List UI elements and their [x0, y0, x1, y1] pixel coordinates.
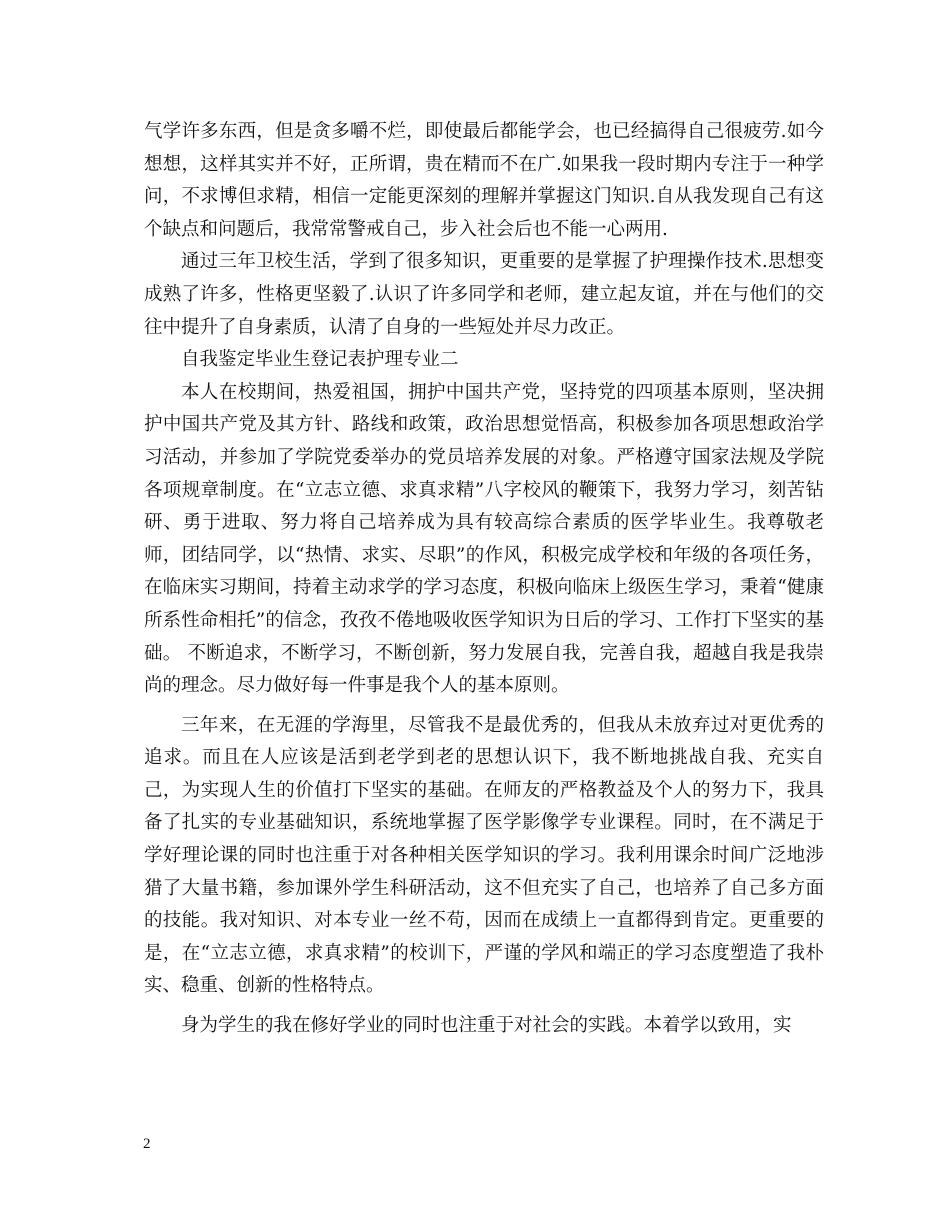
section-heading: 自我鉴定毕业生登记表护理专业二 [181, 349, 459, 371]
paragraph-continued: 气学许多东西，但是贪多嚼不烂，即使最后都能学会，也已经搞得自己很疲劳.如今想想，这样其实并不好，正所谓，贵在精而不在广.如果我一段时期内专注于一种学问，不求博但求精，相信一定能更深刻的理解并掌握这门知识.自从我发现自己有这个缺点和问题后，我常常警戒自己，步入社会后也不能一心两用. [144, 121, 824, 240]
paragraph-school-life: 通过三年卫校生活，学到了很多知识，更重要的是掌握了护理操作技术.思想变成熟了许多，性格更坚毅了.认识了许多同学和老师，建立起友谊，并在与他们的交往中提升了自身素质，认清了自身的一些短处并尽力改正。 [144, 251, 824, 338]
page-number: 2 [143, 1136, 151, 1152]
paragraph-political-study: 本人在校期间，热爱祖国，拥护中国共产党，坚持党的四项基本原则，坚决拥护中国共产党及其方针、路线和政策，政治思想觉悟高，积极参加各项思想政治学习活动，并参加了学院党委举办的党员培养发展的对象。严格遵守国家法规及学院各项规章制度。在“立志立德、求真求精”八字校风的鞭策下，我努力学习，刻苦钻研、勇于进取、努力将自己培养成为具有较高综合素质的医学毕业生。我尊敬老师，团结同学，以“热情、求实、尽职”的作风，积极完成学校和年级的各项任务，在临床实习期间，持着主动求学的学习态度，积极向临床上级医生学习，秉着“健康所系性命相托”的信念，孜孜不倦地吸收医学知识为日后的学习、工作打下坚实的基础。 不断追求，不断学习，不断创新，努力发展自我，完善自我，超越自我是我崇尚的理念。尽力做好每一件事是我个人的基本原则。 [144, 381, 824, 697]
paragraph-three-years: 三年来，在无涯的学海里，尽管我不是最优秀的，但我从未放弃过对更优秀的追求。而且在人应该是活到老学到老的思想认识下，我不断地挑战自我、充实自己，为实现人生的价值打下坚实的基础。在师友的严格教益及个人的努力下，我具备了扎实的专业基础知识，系统地掌握了医学影像学专业课程。同时，在不满足于学好理论课的同时也注重于对各种相关医学知识的学习。我利用课余时间广泛地涉猎了大量书籍，参加课外学生科研活动，这不但充实了自己，也培养了自己多方面的技能。我对知识、对本专业一丝不苟，因而在成绩上一直都得到肯定。更重要的是，在“立志立德，求真求精”的校训下，严谨的学风和端正的学习态度塑造了我朴实、稳重、创新的性格特点。 [144, 714, 824, 997]
document-body [144, 116, 824, 1043]
paragraph-social-practice: 身为学生的我在修好学业的同时也注重于对社会的实践。本着学以致用，实 [181, 1015, 792, 1037]
